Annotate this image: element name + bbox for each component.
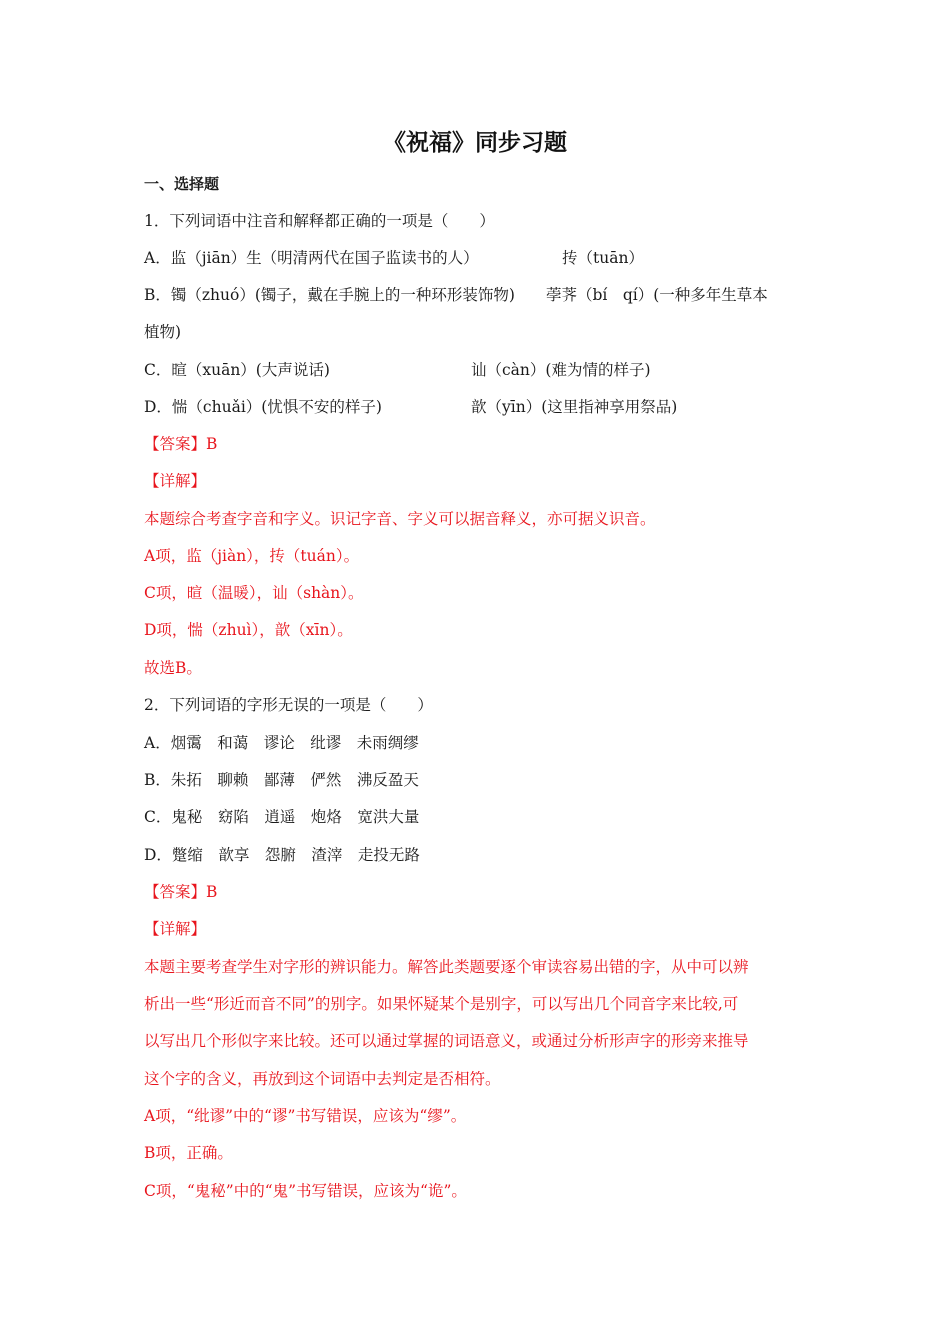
q2-explain-line: C项，“鬼秘”中的“鬼”书写错误，应该为“诡”。 bbox=[144, 1182, 467, 1200]
q1-option-b-line1: B．镯（zhuó）(镯子，戴在手腕上的一种环形装饰物) 荸荠（bí qí）(一种多年生草本 bbox=[144, 286, 768, 304]
q1-explain-line: C项，暄（温暖），讪（shàn）。 bbox=[144, 584, 364, 602]
q2-stem: 2．下列词语的字形无误的一项是（ ） bbox=[144, 696, 433, 714]
q2-answer: 【答案】B bbox=[144, 883, 218, 901]
q2-option: C．鬼秘 窈陷 逍遥 炮烙 宽洪大量 bbox=[144, 808, 420, 826]
q2-explain-line: 本题主要考查学生对字形的辨识能力。解答此类题要逐个审读容易出错的字，从中可以辨 bbox=[144, 958, 749, 976]
section-heading: 一、选择题 bbox=[144, 175, 220, 193]
q2-explain-line: 以写出几个形似字来比较。还可以通过掌握的词语意义，或通过分析形声字的形旁来推导 bbox=[144, 1032, 749, 1050]
q1-explain-label: 【详解】 bbox=[144, 472, 207, 490]
q2-explain-label: 【详解】 bbox=[144, 920, 207, 938]
q1-option-a-right: 抟（tuān） bbox=[562, 249, 644, 267]
q1-explain-line: A项，监（jiàn），抟（tuán）。 bbox=[144, 547, 360, 565]
page-title: 《祝福》同步习题 bbox=[383, 130, 567, 156]
q2-option: D．蹩缩 歆享 怨腑 渣滓 走投无路 bbox=[144, 846, 420, 864]
q2-explain-line: 这个字的含义，再放到这个词语中去判定是否相符。 bbox=[144, 1070, 501, 1088]
q1-option-c-left: C．暄（xuān）(大声说话) bbox=[144, 361, 330, 379]
q1-explain-line: 本题综合考查字音和字义。识记字音、字义可以据音释义，亦可据义识音。 bbox=[144, 510, 656, 528]
q1-option-c-right: 讪（càn）(难为情的样子) bbox=[471, 361, 651, 379]
q2-explain-line: 析出一些“形近而音不同”的别字。如果怀疑某个是别字，可以写出几个同音字来比较,可 bbox=[144, 995, 739, 1013]
q1-option-d-left: D．惴（chuǎi）(忧惧不安的样子) bbox=[144, 398, 382, 416]
q2-option: A．烟霭 和蔼 谬论 纰谬 未雨绸缪 bbox=[144, 734, 419, 752]
q1-explain-line: D项，惴（zhuì），歆（xīn）。 bbox=[144, 621, 353, 639]
q1-stem: 1．下列词语中注音和解释都正确的一项是（ ） bbox=[144, 212, 495, 230]
q2-explain-line: A项，“纰谬”中的“谬”书写错误，应该为“缪”。 bbox=[144, 1107, 467, 1125]
q2-explain-line: B项，正确。 bbox=[144, 1144, 233, 1162]
q2-option: B．朱拓 聊赖 鄙薄 俨然 沸反盈天 bbox=[144, 771, 419, 789]
q1-answer: 【答案】B bbox=[144, 435, 218, 453]
q1-option-d-right: 歆（yīn）(这里指神享用祭品) bbox=[471, 398, 678, 416]
q1-conclusion: 故选B。 bbox=[144, 659, 202, 677]
q1-option-b-line2: 植物) bbox=[144, 323, 182, 341]
q1-option-a-left: A．监（jiān）生（明清两代在国子监读书的人） bbox=[144, 249, 479, 267]
